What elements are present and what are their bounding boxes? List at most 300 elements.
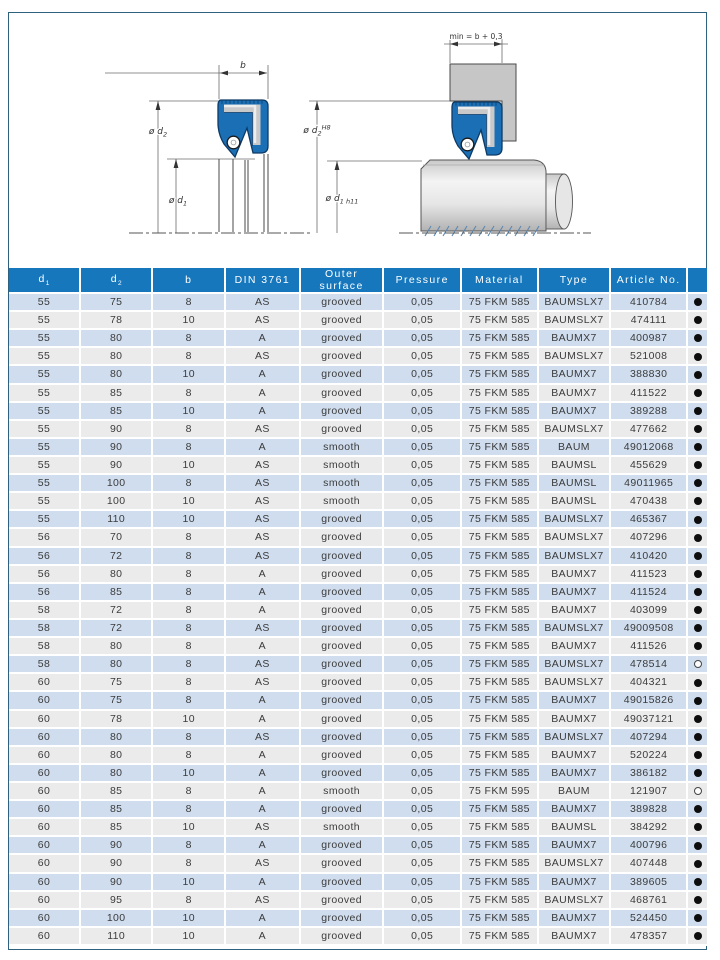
cell-material: 75 FKM 585 <box>462 294 539 312</box>
cell-pressure: 0,05 <box>384 892 461 910</box>
cell-d2: 100 <box>81 475 154 493</box>
cell-type: BAUMX7 <box>539 566 612 584</box>
cell-pressure: 0,05 <box>384 620 461 638</box>
cell-availability <box>688 385 707 403</box>
shaft-extension-lines <box>219 154 268 232</box>
cell-surface: grooved <box>301 421 385 439</box>
table-row <box>9 566 707 584</box>
cell-din: A <box>226 403 301 421</box>
cell-availability <box>688 493 707 511</box>
availability-dot-filled <box>694 842 702 850</box>
seal-cross-section-drawing <box>9 13 709 265</box>
cell-d1: 60 <box>9 801 81 819</box>
cell-d1: 56 <box>9 548 81 566</box>
availability-dot-filled <box>694 479 702 487</box>
table-row <box>9 439 707 457</box>
cell-d2: 90 <box>81 457 154 475</box>
availability-dot-filled <box>694 679 702 687</box>
cell-b: 8 <box>153 656 226 674</box>
cell-pressure: 0,05 <box>384 294 461 312</box>
cell-b: 10 <box>153 874 226 892</box>
table-row <box>9 511 707 529</box>
cell-availability <box>688 765 707 783</box>
cell-availability <box>688 910 707 928</box>
cell-din: A <box>226 385 301 403</box>
cell-d1: 56 <box>9 584 81 602</box>
cell-surface: grooved <box>301 674 385 692</box>
cell-din: A <box>226 874 301 892</box>
cell-type: BAUMX7 <box>539 366 612 384</box>
cell-material: 75 FKM 585 <box>462 747 539 765</box>
cell-din: AS <box>226 511 301 529</box>
cell-din: AS <box>226 855 301 873</box>
cell-d2: 85 <box>81 403 154 421</box>
cell-availability <box>688 511 707 529</box>
cell-availability <box>688 602 707 620</box>
cell-type: BAUMX7 <box>539 928 612 946</box>
cell-type: BAUMSLX7 <box>539 729 612 747</box>
cell-material: 75 FKM 585 <box>462 330 539 348</box>
availability-dot-filled <box>694 497 702 505</box>
cell-surface: smooth <box>301 439 385 457</box>
cell-article: 478514 <box>611 656 688 674</box>
cell-material: 75 FKM 595 <box>462 783 539 801</box>
cell-availability <box>688 548 707 566</box>
table-row <box>9 819 707 837</box>
cell-pressure: 0,05 <box>384 330 461 348</box>
cell-din: AS <box>226 819 301 837</box>
cell-type: BAUMX7 <box>539 910 612 928</box>
cell-availability <box>688 566 707 584</box>
cell-d1: 55 <box>9 385 81 403</box>
cell-surface: grooved <box>301 747 385 765</box>
cell-d1: 56 <box>9 566 81 584</box>
availability-dot-open <box>694 787 702 795</box>
table-row <box>9 656 707 674</box>
cell-surface: grooved <box>301 874 385 892</box>
cell-pressure: 0,05 <box>384 674 461 692</box>
table-row <box>9 421 707 439</box>
availability-dot-filled <box>694 805 702 813</box>
availability-dot-filled <box>694 353 702 361</box>
table-row <box>9 729 707 747</box>
cell-d1: 60 <box>9 729 81 747</box>
cell-surface: grooved <box>301 910 385 928</box>
table-row <box>9 620 707 638</box>
d2-H8-dimension-label: ø $d_2^{H8}$ <box>303 123 331 138</box>
cell-din: A <box>226 566 301 584</box>
availability-dot-filled <box>694 823 702 831</box>
cell-b: 8 <box>153 529 226 547</box>
availability-dot-filled <box>694 932 702 940</box>
cell-material: 75 FKM 585 <box>462 348 539 366</box>
cell-din: AS <box>226 493 301 511</box>
cell-article: 388830 <box>611 366 688 384</box>
cell-d2: 90 <box>81 874 154 892</box>
cell-material: 75 FKM 585 <box>462 312 539 330</box>
cell-type: BAUMX7 <box>539 747 612 765</box>
cell-availability <box>688 801 707 819</box>
cell-b: 8 <box>153 330 226 348</box>
cell-availability <box>688 330 707 348</box>
cell-availability <box>688 747 707 765</box>
cell-d1: 55 <box>9 294 81 312</box>
cell-type: BAUMX7 <box>539 385 612 403</box>
availability-dot-filled <box>694 425 702 433</box>
cell-b: 8 <box>153 548 226 566</box>
cell-d1: 55 <box>9 511 81 529</box>
cell-b: 10 <box>153 457 226 475</box>
cell-d2: 70 <box>81 529 154 547</box>
cell-din: AS <box>226 421 301 439</box>
cell-article: 521008 <box>611 348 688 366</box>
cell-pressure: 0,05 <box>384 928 461 946</box>
availability-dot-filled <box>694 516 702 524</box>
cell-d2: 85 <box>81 819 154 837</box>
cell-article: 121907 <box>611 783 688 801</box>
shaft-main-cylinder <box>421 160 546 231</box>
cell-din: AS <box>226 475 301 493</box>
cell-d1: 60 <box>9 747 81 765</box>
cell-pressure: 0,05 <box>384 511 461 529</box>
cell-d2: 80 <box>81 566 154 584</box>
cell-d2: 90 <box>81 837 154 855</box>
column-header: Material <box>462 268 539 294</box>
cell-b: 8 <box>153 892 226 910</box>
availability-dot-filled <box>694 371 702 379</box>
cell-surface: grooved <box>301 330 385 348</box>
cell-surface: grooved <box>301 602 385 620</box>
cell-type: BAUMX7 <box>539 801 612 819</box>
installation-diagram <box>302 32 591 236</box>
cell-type: BAUMSLX7 <box>539 529 612 547</box>
availability-dot-filled <box>694 461 702 469</box>
table-row <box>9 548 707 566</box>
cell-surface: grooved <box>301 638 385 656</box>
cell-b: 8 <box>153 638 226 656</box>
cell-pressure: 0,05 <box>384 548 461 566</box>
cell-availability <box>688 892 707 910</box>
cell-type: BAUMX7 <box>539 403 612 421</box>
column-header: $d_1$ <box>9 268 81 294</box>
cell-d2: 95 <box>81 892 154 910</box>
cell-type: BAUMSLX7 <box>539 674 612 692</box>
cell-d1: 60 <box>9 910 81 928</box>
cell-pressure: 0,05 <box>384 855 461 873</box>
table-row <box>9 493 707 511</box>
cell-pressure: 0,05 <box>384 566 461 584</box>
cell-availability <box>688 711 707 729</box>
cell-material: 75 FKM 585 <box>462 421 539 439</box>
cell-d1: 60 <box>9 837 81 855</box>
cell-b: 10 <box>153 765 226 783</box>
table-row <box>9 765 707 783</box>
cell-pressure: 0,05 <box>384 457 461 475</box>
cell-surface: smooth <box>301 493 385 511</box>
cell-b: 8 <box>153 620 226 638</box>
cell-material: 75 FKM 585 <box>462 529 539 547</box>
cell-material: 75 FKM 585 <box>462 711 539 729</box>
cell-d1: 55 <box>9 403 81 421</box>
availability-dot-filled <box>694 316 702 324</box>
cell-din: A <box>226 801 301 819</box>
column-header: b <box>153 268 226 294</box>
cell-availability <box>688 874 707 892</box>
cell-type: BAUM <box>539 439 612 457</box>
cell-article: 468761 <box>611 892 688 910</box>
cell-surface: grooved <box>301 385 385 403</box>
table-row <box>9 584 707 602</box>
cell-type: BAUMSL <box>539 819 612 837</box>
cell-article: 478357 <box>611 928 688 946</box>
cell-b: 8 <box>153 348 226 366</box>
cell-availability <box>688 457 707 475</box>
cell-d1: 55 <box>9 475 81 493</box>
cell-article: 403099 <box>611 602 688 620</box>
cell-b: 8 <box>153 602 226 620</box>
cell-surface: smooth <box>301 457 385 475</box>
cell-article: 49011965 <box>611 475 688 493</box>
cell-article: 411523 <box>611 566 688 584</box>
cell-availability <box>688 620 707 638</box>
cell-article: 49009508 <box>611 620 688 638</box>
cell-d2: 80 <box>81 656 154 674</box>
table-row <box>9 711 707 729</box>
cell-d2: 75 <box>81 692 154 710</box>
cell-din: AS <box>226 548 301 566</box>
cell-din: A <box>226 439 301 457</box>
cell-material: 75 FKM 585 <box>462 656 539 674</box>
cell-material: 75 FKM 585 <box>462 855 539 873</box>
cell-type: BAUMSLX7 <box>539 855 612 873</box>
b-dimension-label: b <box>240 61 246 71</box>
cell-material: 75 FKM 585 <box>462 928 539 946</box>
cell-b: 8 <box>153 855 226 873</box>
cell-pressure: 0,05 <box>384 783 461 801</box>
table-row <box>9 783 707 801</box>
cell-d1: 58 <box>9 620 81 638</box>
column-header: Type <box>539 268 612 294</box>
cell-din: AS <box>226 656 301 674</box>
table-row <box>9 638 707 656</box>
availability-dot-open <box>694 660 702 668</box>
cell-availability <box>688 529 707 547</box>
cell-surface: grooved <box>301 711 385 729</box>
table-header-row <box>9 268 707 294</box>
cell-type: BAUMSLX7 <box>539 548 612 566</box>
cell-d1: 58 <box>9 656 81 674</box>
cell-d1: 60 <box>9 874 81 892</box>
cell-din: A <box>226 330 301 348</box>
table-row <box>9 529 707 547</box>
cell-pressure: 0,05 <box>384 910 461 928</box>
cell-din: A <box>226 765 301 783</box>
cell-din: A <box>226 692 301 710</box>
cell-b: 10 <box>153 819 226 837</box>
cell-d2: 80 <box>81 348 154 366</box>
cell-material: 75 FKM 585 <box>462 892 539 910</box>
cell-b: 10 <box>153 366 226 384</box>
cell-d2: 80 <box>81 765 154 783</box>
cell-b: 10 <box>153 928 226 946</box>
availability-dot-filled <box>694 552 702 560</box>
cell-b: 8 <box>153 674 226 692</box>
column-header: DIN 3761 <box>226 268 301 294</box>
cell-d1: 58 <box>9 638 81 656</box>
cell-article: 389828 <box>611 801 688 819</box>
column-header <box>688 268 707 294</box>
cell-pressure: 0,05 <box>384 312 461 330</box>
cell-d1: 55 <box>9 348 81 366</box>
cell-availability <box>688 366 707 384</box>
cell-surface: smooth <box>301 783 385 801</box>
cell-type: BAUMSLX7 <box>539 511 612 529</box>
cell-b: 8 <box>153 294 226 312</box>
cell-d2: 90 <box>81 439 154 457</box>
cell-article: 384292 <box>611 819 688 837</box>
d2-dimension-label: ø $d_2$ <box>148 127 168 139</box>
cell-surface: grooved <box>301 692 385 710</box>
cell-d1: 55 <box>9 493 81 511</box>
cell-pressure: 0,05 <box>384 656 461 674</box>
cell-article: 389288 <box>611 403 688 421</box>
cell-availability <box>688 294 707 312</box>
cell-type: BAUM <box>539 783 612 801</box>
cell-material: 75 FKM 585 <box>462 729 539 747</box>
cell-material: 75 FKM 585 <box>462 819 539 837</box>
cell-availability <box>688 855 707 873</box>
cell-d2: 72 <box>81 602 154 620</box>
cell-b: 10 <box>153 910 226 928</box>
cell-material: 75 FKM 585 <box>462 638 539 656</box>
cell-availability <box>688 656 707 674</box>
cell-pressure: 0,05 <box>384 403 461 421</box>
cell-availability <box>688 783 707 801</box>
cell-d2: 85 <box>81 783 154 801</box>
cell-pressure: 0,05 <box>384 765 461 783</box>
cell-pressure: 0,05 <box>384 711 461 729</box>
cell-type: BAUMSL <box>539 457 612 475</box>
table-row <box>9 692 707 710</box>
cell-availability <box>688 638 707 656</box>
table-row <box>9 403 707 421</box>
cell-surface: grooved <box>301 348 385 366</box>
cell-b: 8 <box>153 584 226 602</box>
cell-din: A <box>226 747 301 765</box>
cell-material: 75 FKM 585 <box>462 910 539 928</box>
cell-pressure: 0,05 <box>384 584 461 602</box>
availability-dot-filled <box>694 715 702 723</box>
cell-din: AS <box>226 312 301 330</box>
cell-d2: 75 <box>81 674 154 692</box>
availability-dot-filled <box>694 334 702 342</box>
cell-surface: grooved <box>301 584 385 602</box>
cell-b: 8 <box>153 747 226 765</box>
table-row <box>9 892 707 910</box>
cell-d2: 100 <box>81 493 154 511</box>
cell-surface: grooved <box>301 548 385 566</box>
cell-din: A <box>226 602 301 620</box>
cell-surface: grooved <box>301 837 385 855</box>
cell-pressure: 0,05 <box>384 348 461 366</box>
cell-article: 520224 <box>611 747 688 765</box>
cell-article: 386182 <box>611 765 688 783</box>
cell-material: 75 FKM 585 <box>462 475 539 493</box>
cell-d1: 60 <box>9 711 81 729</box>
table-row <box>9 801 707 819</box>
availability-dot-filled <box>694 534 702 542</box>
availability-dot-filled <box>694 624 702 632</box>
availability-dot-filled <box>694 697 702 705</box>
cell-surface: grooved <box>301 855 385 873</box>
cell-material: 75 FKM 585 <box>462 620 539 638</box>
cell-din: A <box>226 783 301 801</box>
cell-article: 524450 <box>611 910 688 928</box>
cell-material: 75 FKM 585 <box>462 674 539 692</box>
cell-article: 49037121 <box>611 711 688 729</box>
cell-article: 477662 <box>611 421 688 439</box>
cell-surface: grooved <box>301 765 385 783</box>
cell-type: BAUMSLX7 <box>539 620 612 638</box>
cell-material: 75 FKM 585 <box>462 566 539 584</box>
cell-d2: 78 <box>81 312 154 330</box>
cell-b: 8 <box>153 729 226 747</box>
cell-pressure: 0,05 <box>384 801 461 819</box>
cell-d2: 90 <box>81 421 154 439</box>
cell-surface: grooved <box>301 620 385 638</box>
column-header: $d_2$ <box>81 268 154 294</box>
cell-din: AS <box>226 892 301 910</box>
cell-article: 455629 <box>611 457 688 475</box>
cell-type: BAUMX7 <box>539 330 612 348</box>
cell-material: 75 FKM 585 <box>462 765 539 783</box>
cell-d2: 80 <box>81 366 154 384</box>
availability-dot-filled <box>694 733 702 741</box>
cell-material: 75 FKM 585 <box>462 366 539 384</box>
d1-h11-dimension-label: ø $d_{1 h11}$ <box>325 194 359 206</box>
cell-din: A <box>226 638 301 656</box>
cell-pressure: 0,05 <box>384 475 461 493</box>
cell-d1: 60 <box>9 855 81 873</box>
cell-pressure: 0,05 <box>384 819 461 837</box>
cell-d1: 55 <box>9 330 81 348</box>
cell-pressure: 0,05 <box>384 602 461 620</box>
cell-surface: grooved <box>301 892 385 910</box>
cell-d1: 60 <box>9 928 81 946</box>
cell-article: 410420 <box>611 548 688 566</box>
cell-b: 8 <box>153 566 226 584</box>
table-row <box>9 855 707 873</box>
cell-type: BAUMX7 <box>539 765 612 783</box>
garter-spring <box>227 136 240 149</box>
cell-article: 411526 <box>611 638 688 656</box>
cell-b: 8 <box>153 801 226 819</box>
cell-surface: grooved <box>301 656 385 674</box>
availability-dot-filled <box>694 642 702 650</box>
cell-d1: 55 <box>9 312 81 330</box>
cell-b: 8 <box>153 837 226 855</box>
cell-d1: 55 <box>9 439 81 457</box>
table-row <box>9 294 707 312</box>
cell-d2: 100 <box>81 910 154 928</box>
cell-b: 8 <box>153 692 226 710</box>
cell-b: 10 <box>153 511 226 529</box>
cell-article: 410784 <box>611 294 688 312</box>
cell-din: A <box>226 837 301 855</box>
cell-d2: 85 <box>81 385 154 403</box>
cell-type: BAUMSLX7 <box>539 348 612 366</box>
table-row <box>9 348 707 366</box>
